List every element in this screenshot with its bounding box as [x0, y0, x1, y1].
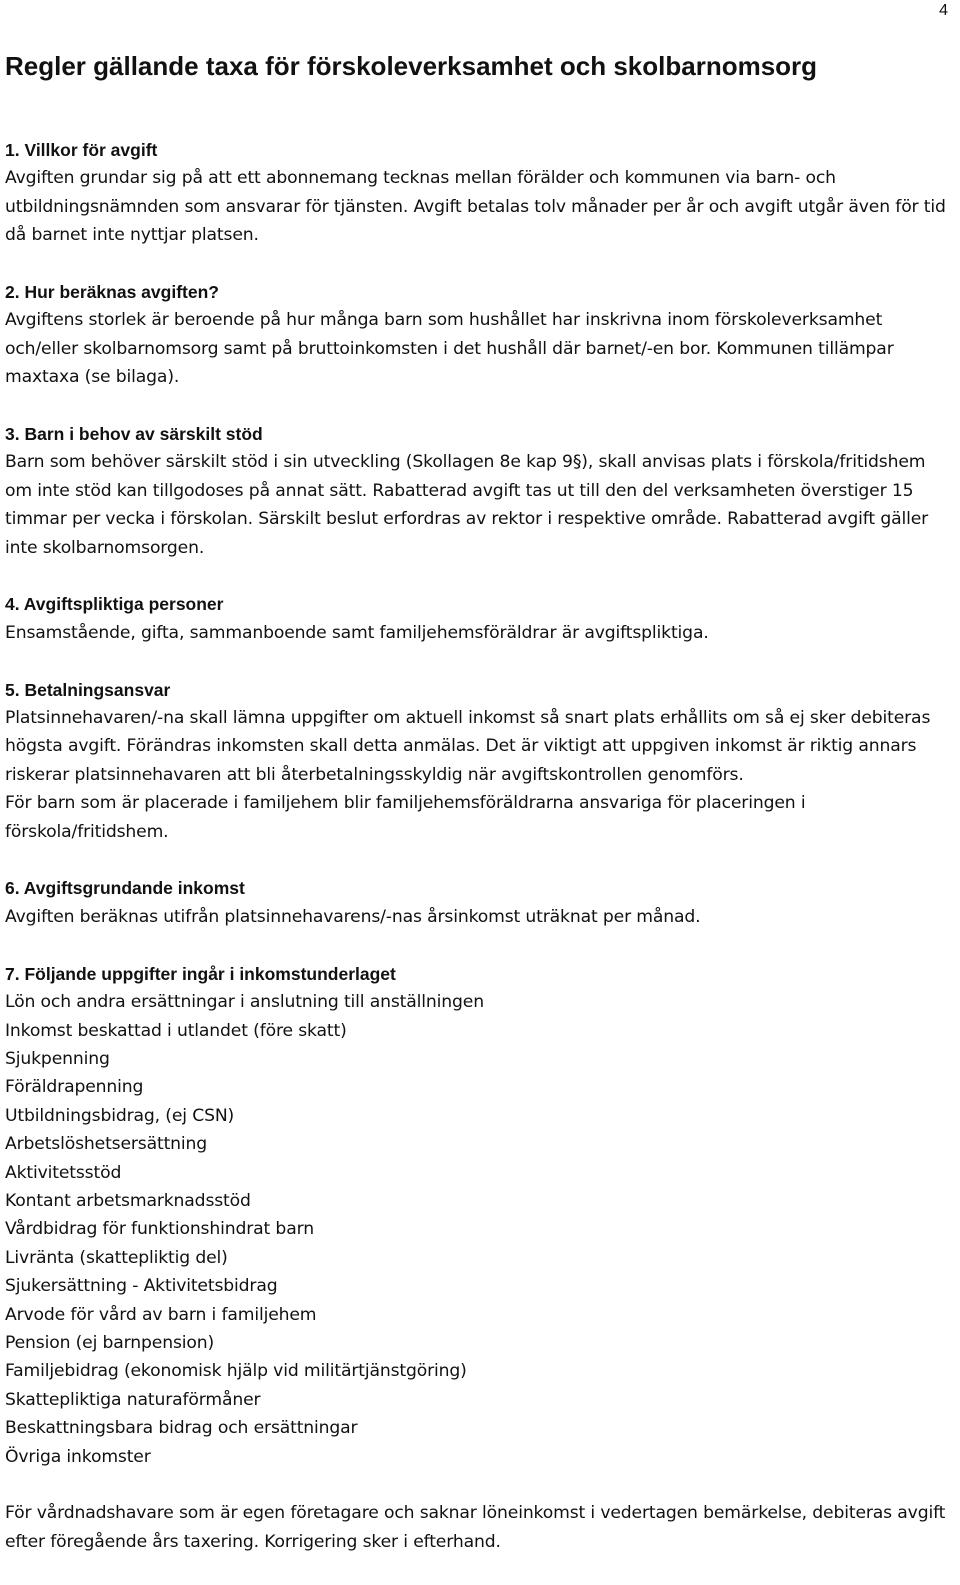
section-heading: 1. Villkor för avgift [5, 140, 158, 160]
list-item: Inkomst beskattad i utlandet (före skatt) [5, 1020, 347, 1041]
list-item: Arvode för vård av barn i familjehem [5, 1304, 317, 1325]
section-heading: 6. Avgiftsgrundande inkomst [5, 878, 245, 899]
section-paragraph: Avgiftens storlek är beroende på hur många barn som hushållet har inskrivna inom förskoleverksamhet och/eller skolbarnomsorg samt på bruttoinkomsten i det hushåll där barnet/-en bor. Kommunen tillämpar maxtaxa (se bilaga). [5, 310, 894, 388]
list-item: Skattepliktiga naturaförmåner [5, 1389, 261, 1410]
section-heading: 7. Följande uppgifter ingår i inkomstunderlaget [5, 963, 396, 984]
section-paragraph: Barn som behöver särskilt stöd i sin utveckling (Skollagen 8e kap 9§), skall anvisas plats i förskola/fritidshem om inte stöd kan tillgodoses på annat sätt. Rabatterad avgift tas ut till den del verksamheten överstiger 15 timmar per vecka i förskolan. Särskilt beslut erfordras av rektor i respektive område. Rabatterad avgift gäller inte skolbarnomsorgen. [5, 452, 929, 558]
list-item: Föräldrapenning [5, 1077, 144, 1098]
list-item: Pension (ej barnpension) [5, 1332, 215, 1353]
section-barn-i-behov-av-sarskilt-stod [5, 420, 955, 562]
section-paragraph-familjehem: För barn som är placerade i familjehem blir familjehemsföräldrarna ansvariga för placeringen i förskola/fritidshem. [5, 793, 806, 842]
section-paragraph: Ensamstående, gifta, sammanboende samt familjehemsföräldrar är avgiftspliktiga. [5, 622, 709, 643]
income-list [5, 988, 955, 1471]
list-item: Aktivitetsstöd [5, 1162, 122, 1183]
spacer [5, 1471, 955, 1499]
section-heading: 3. Barn i behov av särskilt stöd [5, 424, 263, 445]
section-paragraph: Platsinnehavaren/-na skall lämna uppgifter om aktuell inkomst så snart plats erhållits om så ej sker debiteras högsta avgift. Förändras inkomsten skall detta anmälas. Det är viktigt att uppgiven inkomst är riktig annars riskerar platsinnehavaren att bli återbetalningsskyldig när avgiftskontrollen genomförs. [5, 708, 931, 785]
list-item: Livränta (skattepliktig del) [5, 1247, 228, 1268]
section-avgiftspliktiga-personer [5, 590, 955, 647]
list-item: Sjukersättning - Aktivitetsbidrag [5, 1276, 278, 1297]
page-title: Regler gällande taxa för förskoleverksamhet och skolbarnomsorg [5, 51, 818, 81]
list-item: Familjebidrag (ekonomisk hjälp vid militärtjänstgöring) [5, 1361, 467, 1382]
list-item: Utbildningsbidrag, (ej CSN) [5, 1105, 235, 1126]
section-heading: 2. Hur beräknas avgiften? [5, 282, 219, 303]
list-item: Vårdbidrag för funktionshindrat barn [5, 1219, 314, 1240]
list-item: Kontant arbetsmarknadsstöd [5, 1190, 251, 1211]
list-item: Arbetslöshetsersättning [5, 1134, 208, 1155]
section-avgiftsgrundande-inkomst [5, 874, 955, 931]
document-body [5, 136, 955, 1585]
section-heading: 5. Betalningsansvar [5, 679, 171, 700]
page-number: 4 [939, 2, 948, 19]
section-paragraph: Avgiften grundar sig på att ett abonnemang tecknas mellan förälder och kommunen via barn- och utbildningsnämnden som ansvarar för tjänsten. Avgift betalas tolv månader per år och avgift utgår även för tid då barnet inte nyttjar platsen. [5, 168, 946, 246]
foretagare-note: För vårdnadshavare som är egen företagare och saknar löneinkomst i vedertagen bemärkelse, debiteras avgift efter föregående års taxering. Korrigering sker i efterhand. [5, 1503, 946, 1552]
section-villkor-for-avgift [5, 136, 955, 250]
section-hur-beraknas-avgiften [5, 278, 955, 392]
section-betalningsansvar [5, 676, 955, 846]
list-item: Sjukpenning [5, 1048, 110, 1069]
section-paragraph: Avgiften beräknas utifrån platsinnehavarens/-nas årsinkomst uträknat per månad. [5, 906, 701, 927]
list-item: Beskattningsbara bidrag och ersättningar [5, 1418, 358, 1439]
list-item: Övriga inkomster [5, 1446, 151, 1467]
list-item: Lön och andra ersättningar i anslutning till anställningen [5, 992, 484, 1013]
section-inkomstunderlaget [5, 960, 955, 1557]
section-heading: 4. Avgiftspliktiga personer [5, 594, 224, 615]
